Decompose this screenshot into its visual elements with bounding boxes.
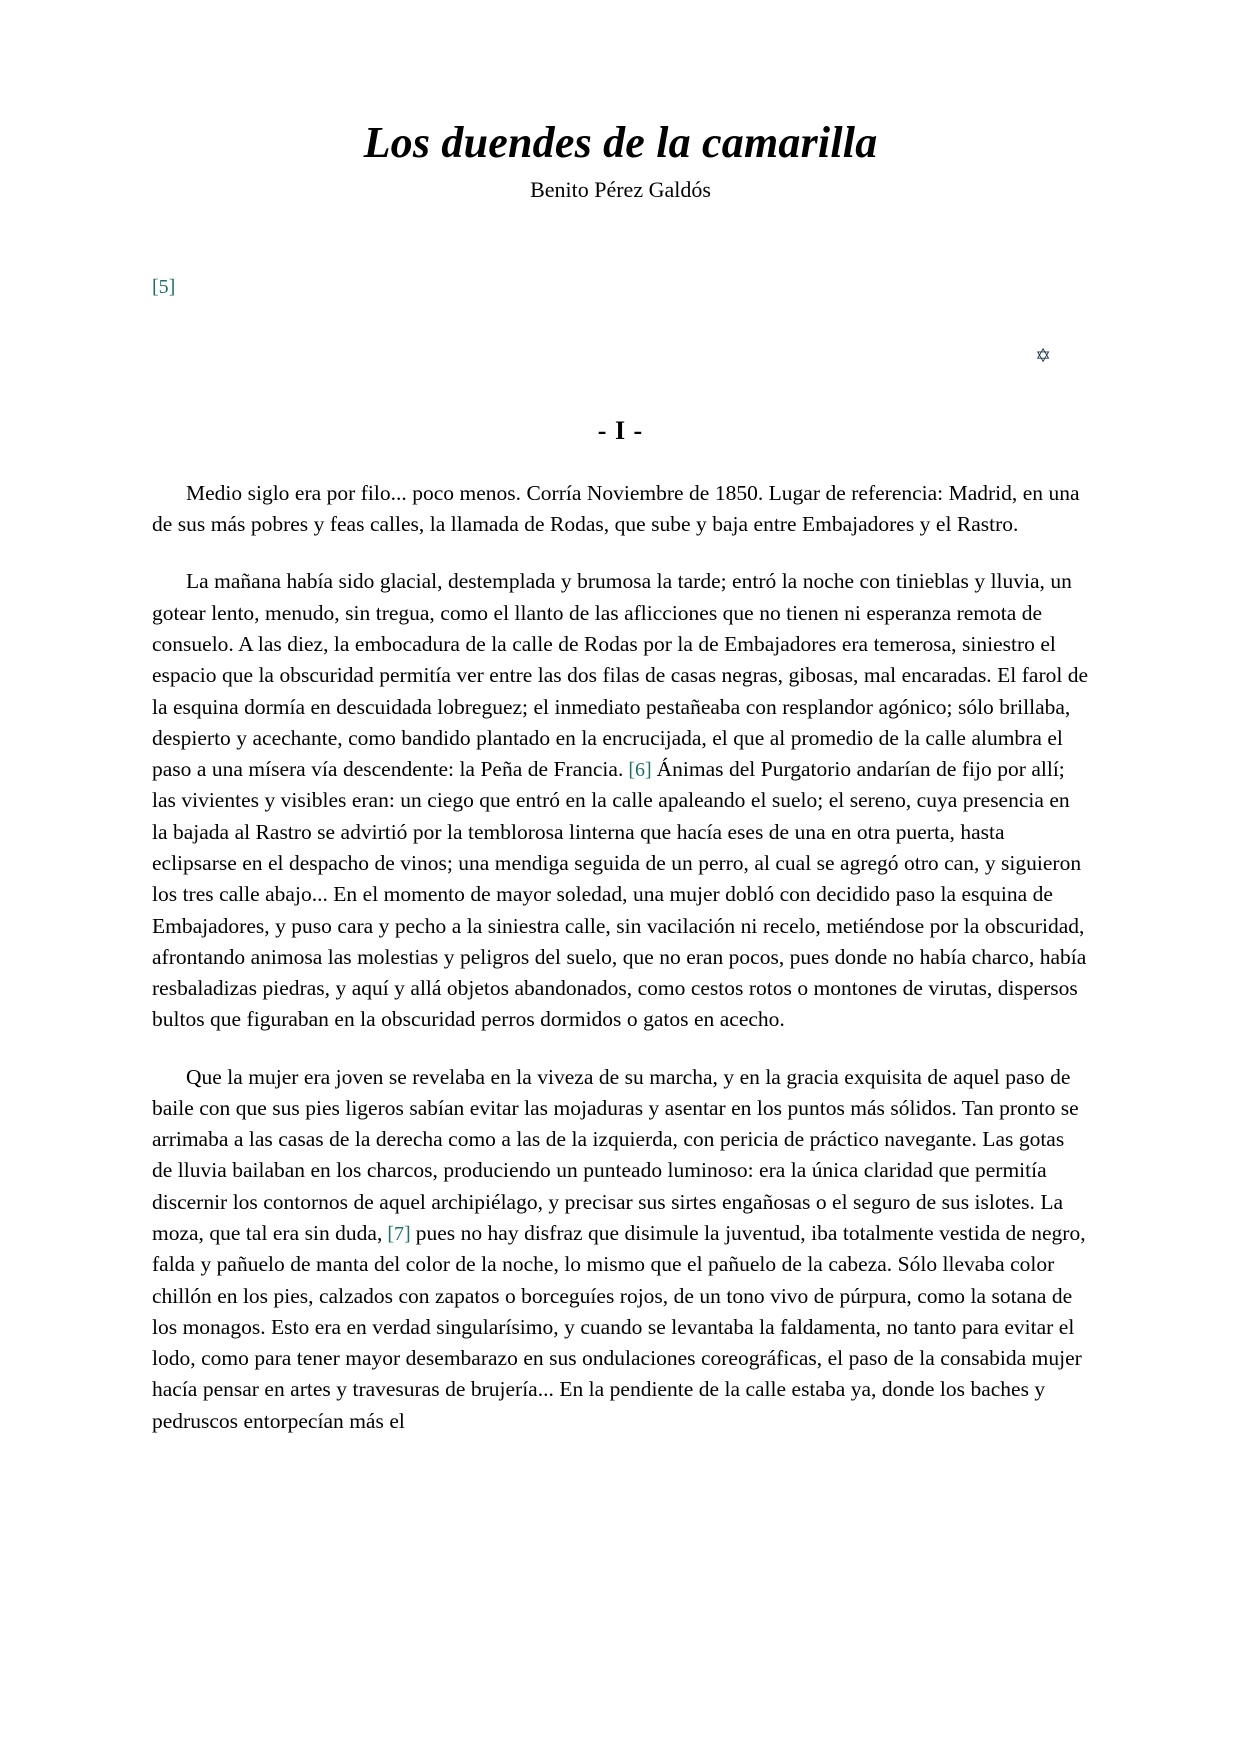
masthead xyxy=(152,0,1089,204)
document-author: Benito Pérez Galdós xyxy=(530,177,711,203)
section-heading-chapter-1: - I - xyxy=(597,415,644,445)
paragraph-1 xyxy=(152,478,1089,541)
page-marker-5[interactable]: [5] xyxy=(152,275,176,298)
body-copy xyxy=(152,478,1089,1437)
paragraph-3-text-before-marker: Que la mujer era joven se revelaba en la viveza de su marcha, y en la gracia exquisita de aquel paso de baile con que sus pies ligeros sabían evitar las mojaduras y asentar en los puntos más sólidos. Tan pronto se arrimaba a las casas de la derecha como a las de la izquierda, con pericia de práctico navegante. Las gotas de lluvia bailaban en los charcos, produciendo un punteado luminoso: era la única claridad que permitía discernir los contornos de aquel archipiélago, y precisar sus sirtes engañosas o el seguro de sus islotes. La moza, que tal era sin duda, xyxy=(152,1064,1079,1246)
page-marker-5-container xyxy=(152,277,1089,297)
paragraph-2-text-after-marker: Ánimas del Purgatorio andarían de fijo por allí; las vivientes y visibles eran: un ciego que entró en la calle apaleando el suelo; el sereno, cuya presencia en la bajada al Rastro se advirtió por la temblorosa linterna que hacía eses de una en otra puerta, hasta eclipsarse en el despacho de vinos; una mendiga seguida de un perro, al cual se agregó otro can, y siguieron los tres calle abajo... En el momento de mayor soledad, una mujer dobló con decidido paso la esquina de Embajadores, y puso cara y pecho a la siniestra calle, sin vacilación ni recelo, metiéndose por la obscuridad, afrontando animosa las molestias y peligros del suelo, que no eran pocos, pues donde no había charco, había resbaladizas piedras, y aquí y allá objetos abandonados, como cestos rotos o montones de virutas, dispersos bultos que figuraban en la obscuridad perros dormidos o gatos en acecho. xyxy=(152,757,1087,1032)
ornament-container xyxy=(152,347,1089,371)
page-title: Los duendes de la camarilla xyxy=(363,118,878,167)
paragraph-1-text: Medio siglo era por filo... poco menos. Corría Noviembre de 1850. Lugar de referencia: Madrid, en una de sus más pobres y feas calles, la llamada de Rodas, que sube y baja entre Embajadores y el Rastro. xyxy=(152,480,1080,537)
six-pointed-star-icon: ✡ xyxy=(1035,345,1051,367)
page-marker-6[interactable]: [6] xyxy=(628,759,652,782)
paragraph-2 xyxy=(152,566,1089,1035)
paragraph-3 xyxy=(152,1062,1089,1437)
paragraph-2-text-before-marker: La mañana había sido glacial, destemplada y brumosa la tarde; entró la noche con tinieblas y lluvia, un gotear lento, menudo, sin tregua, como el llanto de las aflicciones que no tienen ni esperanza remota de consuelo. A las diez, la embocadura de la calle de Rodas por la de Embajadores era temerosa, siniestro el espacio que la obscuridad permitía ver entre las dos filas de casas negras, gibosas, mal encaradas. El farol de la esquina dormía en descuidada lobreguez; el inmediato pestañeaba con resplandor agónico; sólo brillaba, despierto y acechante, como bandido plantado en la encrucijada, el que al promedio de la calle alumbra el paso a una mísera vía descendente: la Peña de Francia. xyxy=(152,569,1089,782)
page-marker-7[interactable]: [7] xyxy=(387,1223,411,1246)
paragraph-3-text-after-marker: pues no hay disfraz que disimule la juventud, iba totalmente vestida de negro, falda y pañuelo de manta del color de la noche, lo mismo que el pañuelo de la cabeza. Sólo llevaba color chillón en los pies, calzados con zapatos o borceguíes rojos, de un tono vivo de púrpura, como la sotana de los monagos. Esto era en verdad singularísimo, y cuando se levantaba la faldamenta, no tanto para evitar el lodo, como para tener mayor desembarazo en sus ondulaciones coreográficas, el paso de la consabida mujer hacía pensar en artes y travesuras de brujería... En la pendiente de la calle estaba ya, donde los baches y pedruscos entorpecían más el xyxy=(152,1221,1086,1433)
